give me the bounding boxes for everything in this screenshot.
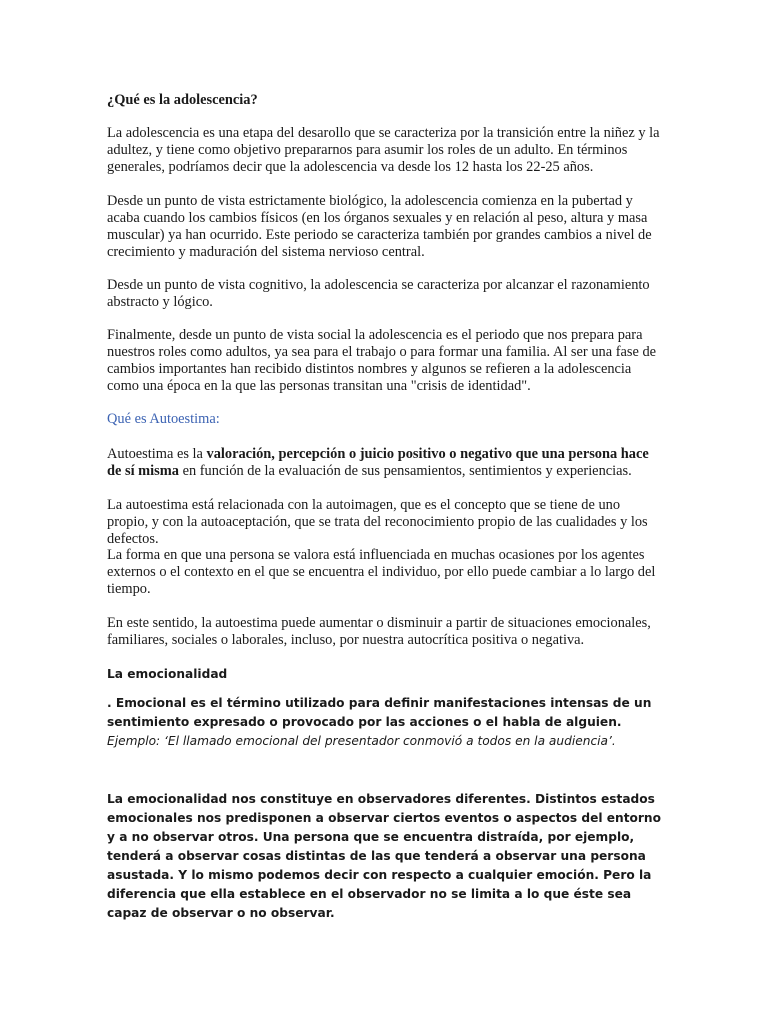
autoestima-paragraph-2: La autoestima está relacionada con la autoimagen, que es el concepto que se tiene de uno propio, y con la autoaceptación, que se trata del reconocimiento propio de las cualidades y los defectos. [107, 497, 648, 547]
adolescence-title: ¿Qué es la adolescencia? [107, 92, 258, 108]
emocionalidad-p1-bold: . Emocional es el término utilizado para definir manifestaciones intensas de un sentimiento expresado o provocado por las acciones o el habla de alguien. [107, 696, 652, 729]
adolescence-paragraph-1: La adolescencia es una etapa del desarollo que se caracteriza por la transición entre la niñez y la adultez, y tiene como objetivo prepararnos para asumir los roles de un adulto. En términos generales, podríamos decir que la adolescencia va desde los 12 hasta los 22-25 años. [107, 125, 660, 175]
adolescence-paragraph-3: Desde un punto de vista cognitivo, la adolescencia se caracteriza por alcanzar el razonamiento abstracto y lógico. [107, 277, 650, 310]
autoestima-p1-prefix: Autoestima es la [107, 446, 207, 462]
autoestima-paragraph-1 [107, 446, 663, 480]
autoestima-p1-bold: valoración, percepción o juicio positivo o negativo que una persona hace de sí misma [107, 446, 649, 479]
autoestima-heading: Qué es Autoestima: [107, 411, 220, 427]
emocionalidad-heading: La emocionalidad [107, 667, 228, 681]
adolescence-paragraph-4: Finalmente, desde un punto de vista social la adolescencia es el periodo que nos prepara para nuestros roles como adultos, ya sea para el trabajo o para formar una familia. Al ser una fase de cambios importantes han recibido distintos nombres y algunos se refieren a la adolescencia como una época en la que las personas transitan una "crisis de identidad". [107, 327, 657, 394]
autoestima-p1-suffix: en función de la evaluación de sus pensamientos, sentimientos y experiencias. [178, 463, 632, 479]
adolescence-paragraph-2: Desde un punto de vista estrictamente biológico, la adolescencia comienza en la pubertad y acaba cuando los cambios físicos (en los órganos sexuales y en relación al peso, altura y masa muscular) ya han ocurrido. Este periodo se caracteriza también por grandes cambios a nivel de crecimiento y maduración del sistema nervioso central. [107, 193, 652, 260]
emocionalidad-paragraph-1 [107, 694, 667, 751]
emocionalidad-paragraph-2: La emocionalidad nos constituye en observadores diferentes. Distintos estados emocionales nos predisponen a observar ciertos eventos o aspectos del entorno y a no observar otros. Una persona que se encuentra distraída, por ejemplo, tenderá a observar cosas distintas de las que tenderá a observar una persona asustada. Y lo mismo podemos decir con respecto a cualquier emoción. Pero la diferencia que ella establece en el observador no se limita a lo que éste sea capaz de observar o no observar. [107, 792, 661, 920]
emocionalidad-p1-example: Ejemplo: ‘El llamado emocional del presentador conmovió a todos en la audiencia’. [107, 734, 616, 748]
autoestima-paragraph-3: La forma en que una persona se valora está influenciada en muchas ocasiones por los agentes externos o el contexto en el que se encuentra el individuo, por ello puede cambiar a lo largo del tiempo. [107, 547, 656, 597]
autoestima-paragraph-4: En este sentido, la autoestima puede aumentar o disminuir a partir de situaciones emocionales, familiares, sociales o laborales, incluso, por nuestra autocrítica positiva o negativa. [107, 615, 651, 648]
